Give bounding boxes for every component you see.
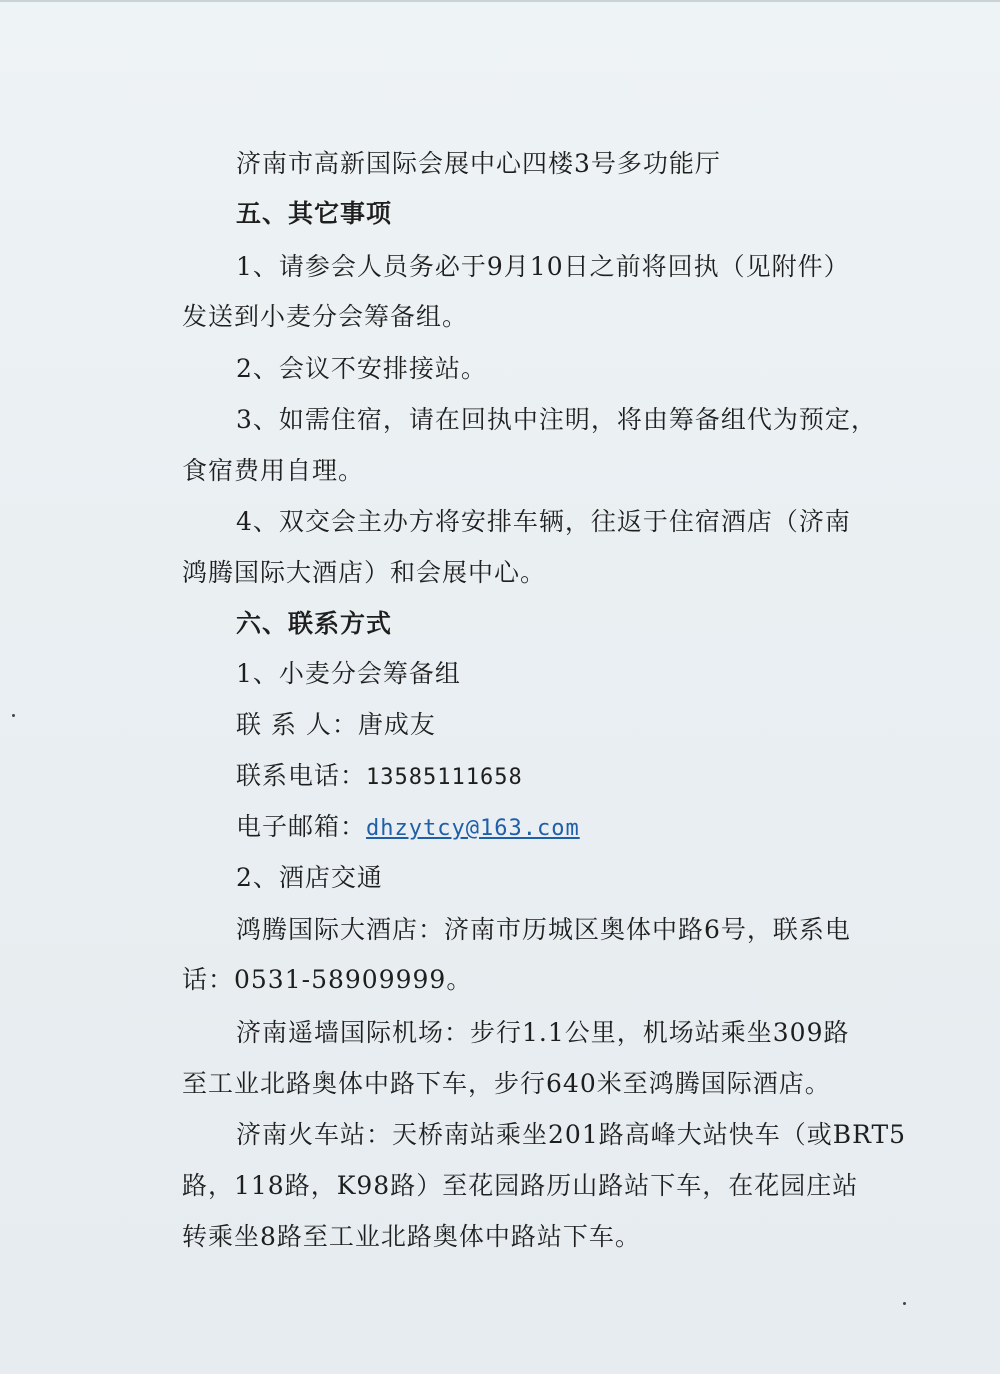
hotel-transport-heading: 2、酒店交通 xyxy=(236,863,383,892)
contact-group-line: 1、小麦分会筹备组 xyxy=(236,659,461,688)
item-1-line-1: 1、请参会人员务必于9月10日之前将回执（见附件） xyxy=(236,252,850,281)
train-line-1: 济南火车站：天桥南站乘坐201路高峰大站快车（或BRT5 xyxy=(236,1120,907,1149)
item-1-line-2: 发送到小麦分会筹备组。 xyxy=(182,302,469,331)
section-5-heading: 五、其它事项 xyxy=(236,199,393,228)
scan-speck xyxy=(903,1302,906,1305)
hotel-line-2: 话：0531-58909999。 xyxy=(182,965,473,994)
phone-number: 13585111658 xyxy=(366,765,523,790)
contact-person-line xyxy=(236,709,436,741)
email-line xyxy=(236,811,580,845)
hotel-line-1: 鸿腾国际大酒店：济南市历城区奥体中路6号，联系电 xyxy=(236,915,851,944)
train-line-2: 路，118路，K98路）至花园路历山路站下车，在花园庄站 xyxy=(182,1171,859,1200)
contact-person-name: 唐成友 xyxy=(357,710,436,739)
phone-label: 联系电话： xyxy=(236,761,367,790)
section-6-heading: 六、联系方式 xyxy=(236,609,393,638)
phone-line xyxy=(236,760,523,794)
email-link[interactable]: dhzytcy@163.com xyxy=(366,816,580,841)
airport-line-2: 至工业北路奥体中路下车，步行640米至鸿腾国际酒店。 xyxy=(182,1069,831,1098)
contact-person-label: 联 系 人： xyxy=(236,710,358,739)
email-label: 电子邮箱： xyxy=(236,812,367,841)
train-line-3: 转乘坐8路至工业北路奥体中路站下车。 xyxy=(182,1222,641,1251)
item-3-line-1: 3、如需住宿，请在回执中注明，将由筹备组代为预定， xyxy=(236,405,877,434)
item-3-line-2: 食宿费用自理。 xyxy=(182,456,365,485)
item-4-line-1: 4、双交会主办方将安排车辆，往返于住宿酒店（济南 xyxy=(236,507,851,536)
item-2-line: 2、会议不安排接站。 xyxy=(236,354,487,383)
venue-line: 济南市高新国际会展中心四楼3号多功能厅 xyxy=(236,149,721,178)
airport-line-1: 济南遥墙国际机场：步行1.1公里，机场站乘坐309路 xyxy=(236,1018,850,1047)
item-4-line-2: 鸿腾国际大酒店）和会展中心。 xyxy=(182,558,547,587)
scan-speck xyxy=(12,714,15,717)
